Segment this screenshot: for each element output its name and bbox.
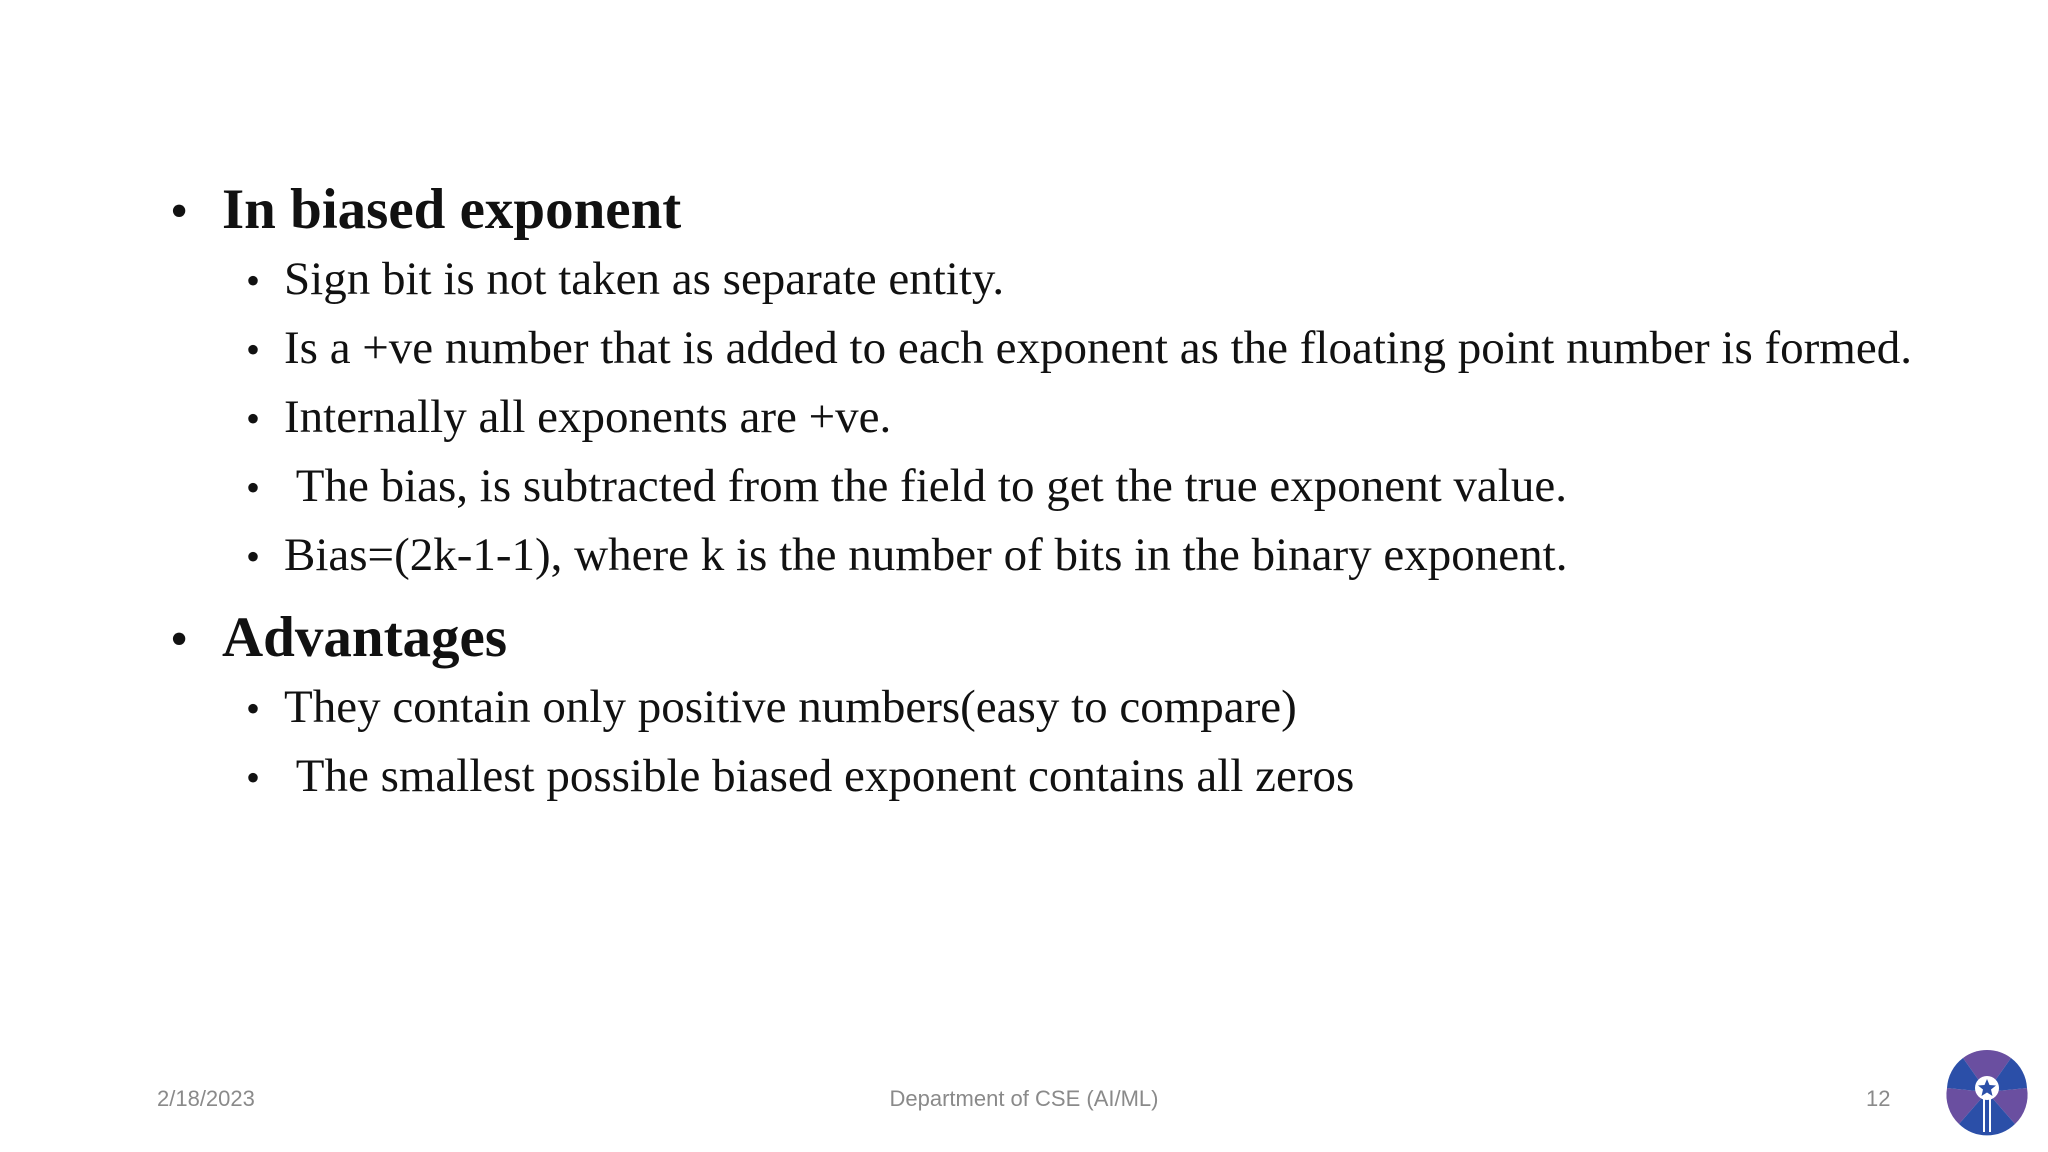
slide-number: 12 — [1866, 1086, 1891, 1111]
bullet-icon: • — [246, 327, 261, 372]
bullet-heading — [170, 598, 1930, 680]
list-item — [246, 528, 1930, 584]
list-item-text: The smallest possible biased exponent contains all zeros — [284, 750, 1355, 802]
bullet-icon: • — [246, 686, 261, 731]
list-item-text: The bias, is subtracted from the field to get the true exponent value. — [284, 460, 1567, 512]
list-item — [246, 459, 1930, 515]
bullet-icon: • — [246, 465, 261, 510]
section-advantages — [170, 598, 1930, 805]
bullet-icon: • — [246, 258, 261, 303]
list-item — [246, 390, 1930, 446]
list-item — [246, 252, 1930, 308]
section-biased-exponent — [170, 170, 1930, 584]
list-item-text: Bias=(2k-1-1), where k is the number of bits in the binary exponent. — [284, 529, 1568, 581]
bullet-icon: • — [246, 396, 261, 441]
footer-department: Department of CSE (AI/ML) — [889, 1086, 1159, 1111]
section-heading: In biased exponent — [222, 178, 682, 241]
bullet-heading — [170, 170, 1930, 252]
bullet-list — [246, 680, 1930, 805]
list-item-text: They contain only positive numbers(easy to compare) — [284, 681, 1297, 733]
bullet-icon: • — [246, 534, 261, 579]
list-item-text: Sign bit is not taken as separate entity. — [284, 253, 1005, 305]
list-item-text: Internally all exponents are +ve. — [284, 391, 892, 443]
bullet-icon: • — [246, 755, 261, 800]
section-heading: Advantages — [222, 606, 508, 669]
bullet-list — [246, 252, 1930, 584]
bullet-icon: • — [170, 183, 189, 240]
slide-content — [170, 170, 1930, 819]
list-item-text: Is a +ve number that is added to each exponent as the floating point number is formed. — [284, 322, 1912, 374]
list-item — [246, 680, 1930, 736]
list-item — [246, 749, 1930, 805]
list-item — [246, 321, 1930, 377]
institution-logo-icon — [1943, 1048, 2031, 1136]
bullet-icon: • — [170, 611, 189, 668]
footer-date: 2/18/2023 — [157, 1086, 255, 1111]
